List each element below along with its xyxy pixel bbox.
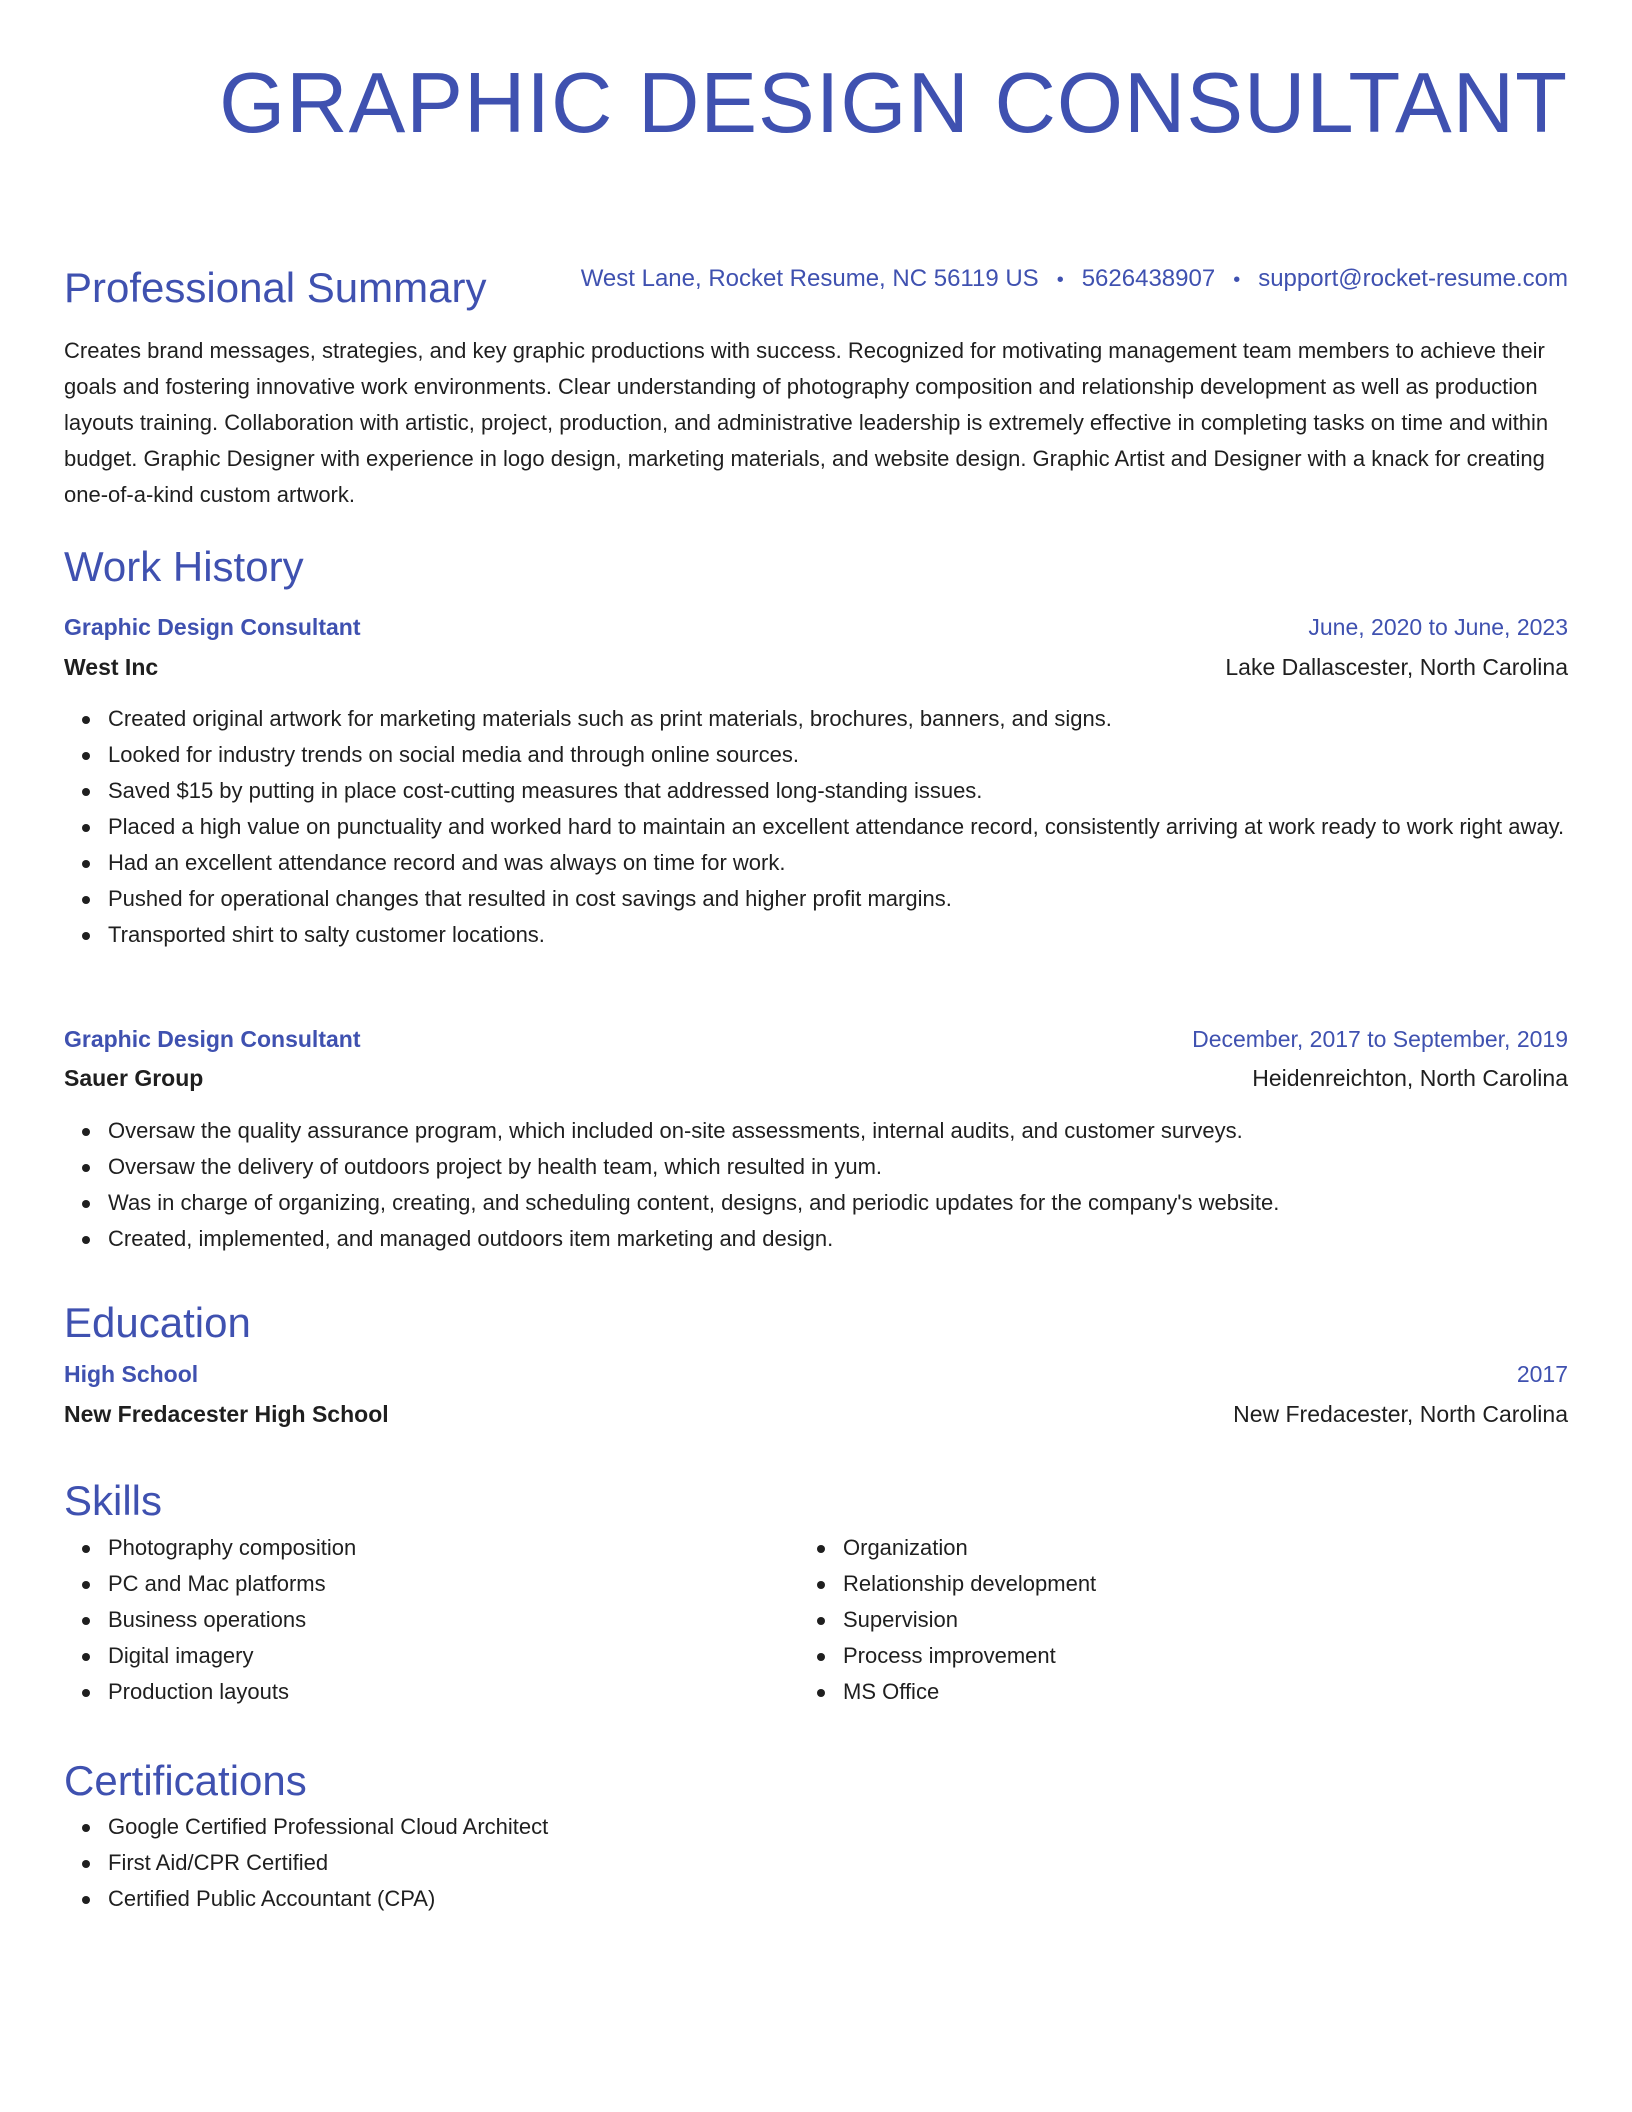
job-title: Graphic Design Consultant bbox=[64, 1026, 361, 1052]
job-2-company-row bbox=[64, 1063, 1568, 1093]
contact-line bbox=[581, 264, 1568, 295]
list-item: Business operations bbox=[108, 1602, 1568, 1638]
job-dates: December, 2017 to September, 2019 bbox=[1192, 1026, 1568, 1052]
summary-heading: Professional Summary bbox=[64, 264, 487, 311]
list-item: Had an excellent attendance record and was always on time for work. bbox=[108, 845, 1568, 881]
list-item: Pushed for operational changes that resulted in cost savings and higher profit margins. bbox=[108, 881, 1568, 917]
list-item: Oversaw the delivery of outdoors project by health team, which resulted in yum. bbox=[108, 1149, 1568, 1185]
education-school: New Fredacester High School bbox=[64, 1401, 389, 1427]
certifications-heading: Certifications bbox=[64, 1757, 307, 1804]
education-title-row bbox=[64, 1359, 1568, 1389]
skills-heading: Skills bbox=[64, 1477, 163, 1524]
job-location: Lake Dallascester, North Carolina bbox=[1225, 654, 1568, 680]
resume-name: GRAPHIC DESIGN CONSULTANT bbox=[219, 56, 1568, 151]
list-item: Transported shirt to salty customer locations. bbox=[108, 917, 1568, 953]
contact-email: support@rocket-resume.com bbox=[1258, 265, 1568, 292]
job-1-company-row bbox=[64, 652, 1568, 682]
list-item: Certified Public Accountant (CPA) bbox=[108, 1881, 1568, 1917]
education-heading: Education bbox=[64, 1299, 251, 1346]
job-location: Heidenreichton, North Carolina bbox=[1252, 1065, 1568, 1091]
list-item: Placed a high value on punctuality and worked hard to maintain an excellent attendance record, consistently arriving at work ready to work right away. bbox=[108, 809, 1568, 845]
education-degree: High School bbox=[64, 1361, 199, 1387]
list-item: Was in charge of organizing, creating, and scheduling content, designs, and periodic updates for the company's website. bbox=[108, 1185, 1568, 1221]
list-item: Digital imagery bbox=[108, 1638, 1568, 1674]
job-dates: June, 2020 to June, 2023 bbox=[1308, 614, 1568, 640]
list-item: Organization bbox=[843, 1530, 1632, 1566]
list-item: First Aid/CPR Certified bbox=[108, 1845, 1568, 1881]
job-2-bullets bbox=[64, 1113, 1568, 1257]
contact-separator: • bbox=[1233, 269, 1241, 291]
certifications-list bbox=[64, 1809, 1568, 1917]
list-item: Created original artwork for marketing materials such as print materials, brochures, banners, and signs. bbox=[108, 701, 1568, 737]
list-item: Oversaw the quality assurance program, which included on-site assessments, internal audits, and customer surveys. bbox=[108, 1113, 1568, 1149]
summary-text: Creates brand messages, strategies, and key graphic productions with success. Recognized for motivating management team members to achieve their goals and fostering innovative work environments. Clear understanding of photography composition and relationship development as well as production layouts training. Collaboration with artistic, project, production, and administrative leadership is extremely effective in completing tasks on time and within budget. Graphic Designer with experience in logo design, marketing materials, and website design. Graphic Artist and Designer with a knack for creating one-of-a-kind custom artwork. bbox=[64, 338, 1549, 507]
contact-phone: 5626438907 bbox=[1081, 265, 1216, 292]
job-title: Graphic Design Consultant bbox=[64, 614, 361, 640]
list-item: Saved $15 by putting in place cost-cutting measures that addressed long-standing issues. bbox=[108, 773, 1568, 809]
job-1-title-row bbox=[64, 612, 1568, 642]
list-item: Production layouts bbox=[108, 1674, 1568, 1710]
list-item: Google Certified Professional Cloud Architect bbox=[108, 1809, 1568, 1845]
job-company: Sauer Group bbox=[64, 1065, 204, 1091]
job-1-bullets bbox=[64, 701, 1568, 953]
list-item: Supervision bbox=[843, 1602, 1632, 1638]
skills-list-right bbox=[799, 1530, 1632, 1710]
job-company: West Inc bbox=[64, 654, 159, 680]
education-location: New Fredacester, North Carolina bbox=[1233, 1401, 1568, 1427]
education-school-row bbox=[64, 1399, 1568, 1429]
education-year: 2017 bbox=[1516, 1361, 1568, 1387]
contact-separator: • bbox=[1056, 269, 1064, 291]
list-item: MS Office bbox=[843, 1674, 1632, 1710]
list-item: Created, implemented, and managed outdoors item marketing and design. bbox=[108, 1221, 1568, 1257]
list-item: PC and Mac platforms bbox=[108, 1566, 1568, 1602]
list-item: Relationship development bbox=[843, 1566, 1632, 1602]
work-history-heading: Work History bbox=[64, 543, 304, 590]
list-item: Looked for industry trends on social media and through online sources. bbox=[108, 737, 1568, 773]
job-2-title-row bbox=[64, 1024, 1568, 1054]
contact-address: West Lane, Rocket Resume, NC 56119 US bbox=[580, 265, 1039, 292]
list-item: Photography composition bbox=[108, 1530, 1568, 1566]
list-item: Process improvement bbox=[843, 1638, 1632, 1674]
